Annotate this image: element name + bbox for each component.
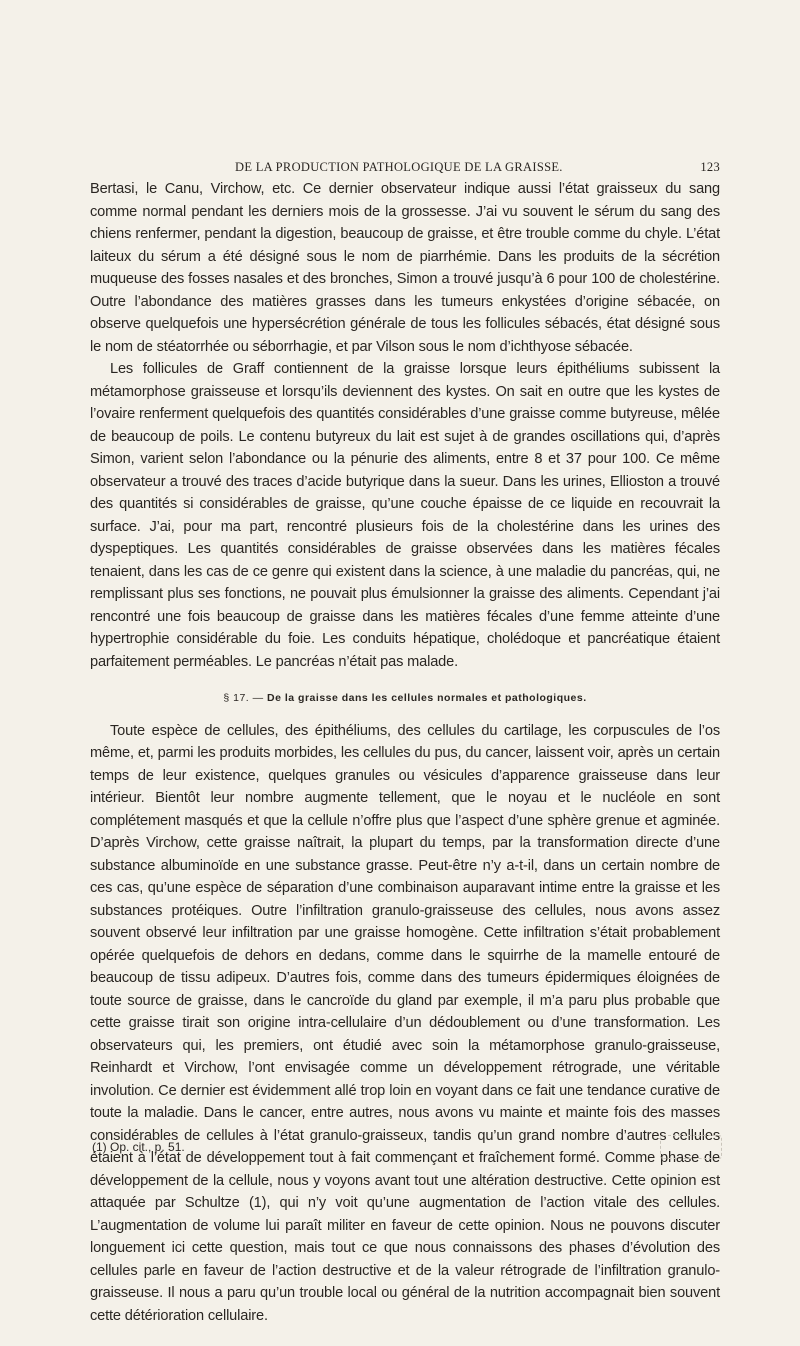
paragraph: Toute espèce de cellules, des épithéliums, des cellules du cartilage, les corpuscules de l’os même, et, parmi les produits morbides, les cellules du pus, du cancer, laissent voir, après un certain temps de leur existence, quelques granules ou vésicules d’apparence graisseuse dans leur intérieur. Bientôt leur nombre augmente tellement, que le noyau et le nucléole en sont complétement masqués et que la cellule n’offre plus que l’aspect d’une sphère grenue et agminée. D’après Virchow, cette graisse naîtrait, la plupart du temps, par la transformation directe d’une substance albuminoïde en une substance grasse. Peut-être n’y a-t-il, dans un certain nombre de ces cas, qu’une espèce de séparation d’une combinaison auparavant intime entre la graisse et les substances protéiques. Outre l’infiltration granulo-graisseuse des cellules, nous avons assez souvent observé leur infiltration par une graisse homogène. Cette infiltration s’était probablement opérée quelquefois de dehors en dedans, comme dans le squirrhe de la mamelle entouré de beaucoup de tissu adipeux. D’autres fois, comme dans des tumeurs épidermiques éloignées de toute source de graisse, dans le cancroïde du gland par exemple, il m’a paru plus probable que cette graisse tirait son origine intra-cellulaire d’un dédoublement ou d’une transformation. Les observateurs qui, les premiers, ont étudié avec soin la métamorphose granulo-graisseuse, Reinhardt et Virchow, l’ont envisagée comme un développement rétrograde, une véritable involution. Ce dernier est évidemment allé trop loin en voyant dans ce fait une tendance curative de toute la maladie. Dans le cancer, entre autres, nous avons vu mainte et mainte fois des masses considérables de cellules à l’état granulo-graisseux, tandis qu’un grand nombre d’autres cellules étaient à l’état de développement tout à fait commençant et fraîchement formé. Comme phase de développement de la cellule, nous y voyons avant tout une altération destructive. Cette opinion est attaquée par Schultze (1), qui n’y voit qu’une augmentation de l’action vitale des cellules. L’augmentation de volume lui paraît militer en faveur de cette opinion. Nous ne pouvons discuter longuement ici cette question, mais tout ce que nous connaissons des phases d’évolution des cellules parle en faveur de l’action destructive et de la valeur rétrograde de l’infiltration granulo-graisseuse. Il nous a paru qu’un trouble local ou général de la nutrition accompagnait bien souvent cette détérioration cellulaire. (90, 722, 720, 1324)
library-stamp (660, 1135, 722, 1159)
page-number: 123 (700, 160, 720, 174)
body-text (90, 178, 720, 1327)
paragraph: Les follicules de Graff contiennent de la graisse lorsque leurs épithéliums subissent la métamorphose graisseuse et lorsqu’ils deviennent des kystes. On sait en outre que les kystes de l’ovaire renferment quelquefois des quantités considérables d’une graisse comme butyreuse, mêlée de beaucoup de poils. Le contenu butyreux du lait est sujet à de grandes oscillations qui, d’après Simon, varient selon l’abondance ou la pénurie des aliments, entre 8 et 37 pour 100. Ce même observateur a trouvé des traces d’acide butyrique dans la sueur. Dans les urines, Ellioston a trouvé des quantités si considérables de graisse, qu’une couche épaisse de ce liquide en recouvrait la surface. J’ai, pour ma part, rencontré plusieurs fois de la cholestérine dans les urines des dyspeptiques. Les quantités considérables de graisse observées dans les matières fécales tenaient, dans les cas de ce genre qui existent dans la science, à une maladie du pancréas, qui, ne remplissant plus ses fonctions, ne pouvait plus émulsionner la graisse des aliments. Cependant j’ai rencontré une fois beaucoup de graisse dans les matières fécales d’une femme atteinte d’une hypertrophie considérable du foie. Les conduits hépatique, cholédoque et pancréatique étaient parfaitement perméables. Le pancréas n’était pas malade. (90, 361, 720, 670)
section-heading (90, 687, 720, 710)
running-head (90, 160, 720, 178)
running-title: DE LA PRODUCTION PATHOLOGIQUE DE LA GRAISSE. (235, 160, 563, 174)
section-number: § 17. — (223, 692, 264, 704)
paragraph: Bertasi, le Canu, Virchow, etc. Ce dernier observateur indique aussi l’état graisseux du sang comme normal pendant les derniers mois de la grossesse. J’ai vu souvent le sérum du sang des chiens renfermer, pendant la digestion, beaucoup de graisse, et être trouble comme du chyle. L’état laiteux du sérum a été désigné sous le nom de piarrhémie. Dans les produits de la sécrétion muqueuse des fosses nasales et des bronches, Simon a trouvé jusqu’à 6 pour 100 de cholestérine. Outre l’abondance des matières grasses dans les tumeurs enkystées d’origine sébacée, on observe quelquefois une hypersécrétion générale de tous les follicules sébacés, état désigné sous le nom de stéatorrhée ou séborrhagie, et par Vilson sous le nom d’ichthyose sébacée. (90, 181, 720, 355)
footnote: (1) Op. cit., p. 51. (92, 1140, 185, 1154)
section-title: De la graisse dans les cellules normales et pathologiques. (267, 692, 587, 704)
